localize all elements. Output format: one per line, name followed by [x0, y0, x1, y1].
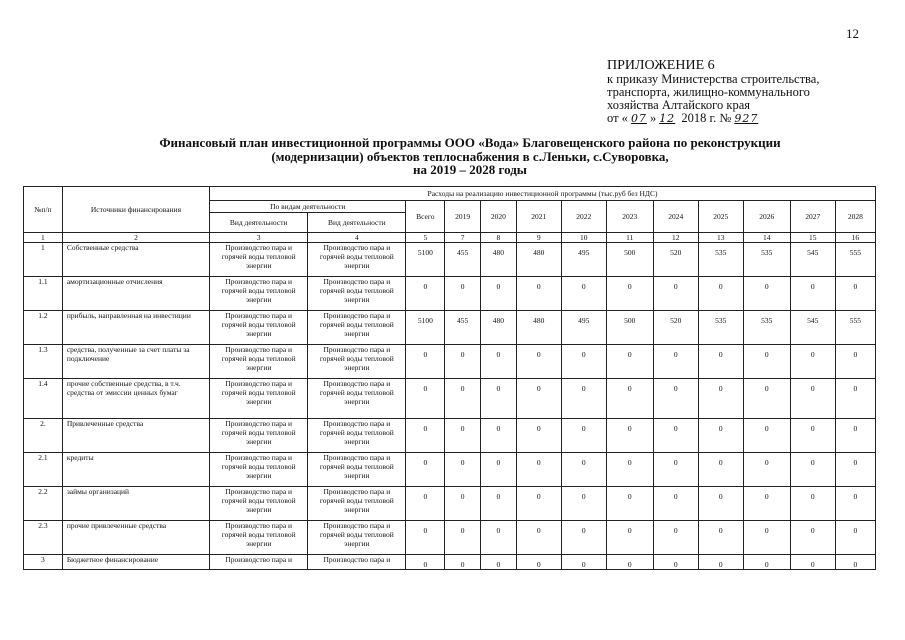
header-activity-1: Вид деятельности	[210, 213, 308, 233]
year-value-cell: 0	[445, 345, 481, 379]
year-value-cell: 0	[606, 419, 653, 453]
year-value-cell: 0	[561, 487, 606, 521]
column-number-cell: 3	[210, 233, 308, 243]
year-value-cell: 0	[516, 379, 561, 419]
year-value-cell: 0	[516, 453, 561, 487]
year-value-cell: 555	[835, 311, 875, 345]
year-value-cell: 0	[743, 345, 790, 379]
total-cell: 0	[406, 521, 445, 555]
header-by-activity: По видам деятельности	[210, 201, 406, 213]
row-number-cell: 1.3	[24, 345, 63, 379]
title-line-2: (модернизации) объектов теплоснабжения в с.Леньки, с.Суворовка,	[271, 148, 669, 164]
row-number-cell: 2.1	[24, 453, 63, 487]
handwritten-order-number: 927	[734, 112, 759, 125]
year-part: 2018 г. №	[681, 111, 732, 125]
year-value-cell: 0	[481, 345, 517, 379]
year-value-cell: 480	[516, 243, 561, 277]
year-value-cell: 500	[606, 311, 653, 345]
appendix-line-3: хозяйства Алтайского края	[607, 98, 750, 112]
year-value-cell: 0	[516, 521, 561, 555]
year-value-cell: 0	[516, 345, 561, 379]
appendix-line-2: транспорта, жилищно-коммунального	[607, 85, 810, 99]
year-value-cell: 0	[516, 277, 561, 311]
column-number-cell: 1	[24, 233, 63, 243]
header-source: Источники финансирования	[62, 187, 209, 233]
activity-cell: Производство пара и горячей воды тепловой энергии	[210, 277, 308, 311]
year-value-cell: 0	[790, 487, 835, 521]
header-year: 2024	[653, 201, 698, 233]
column-number-cell: 8	[481, 233, 517, 243]
document-title	[110, 136, 830, 177]
activity-cell: Производство пара и горячей воды тепловой энергии	[308, 521, 406, 555]
year-value-cell: 0	[445, 419, 481, 453]
year-value-cell: 0	[835, 521, 875, 555]
year-value-cell: 0	[606, 379, 653, 419]
header-activity-2: Вид деятельности	[308, 213, 406, 233]
year-value-cell: 0	[561, 521, 606, 555]
activity-cell: Производство пара и горячей воды тепловой энергии	[210, 487, 308, 521]
year-value-cell: 0	[653, 453, 698, 487]
year-value-cell: 0	[445, 453, 481, 487]
activity-cell: Производство пара и горячей воды тепловой энергии	[308, 311, 406, 345]
year-value-cell: 0	[743, 419, 790, 453]
date-mid: »	[649, 111, 657, 125]
header-total: Всего	[406, 201, 445, 233]
total-cell: 0	[406, 487, 445, 521]
year-value-cell: 0	[790, 555, 835, 570]
activity-cell: Производство пара и горячей воды тепловой энергии	[308, 345, 406, 379]
year-value-cell: 0	[835, 555, 875, 570]
table-row	[24, 487, 876, 521]
source-name-cell: Привлеченные средства	[62, 419, 209, 453]
column-number-cell: 2	[62, 233, 209, 243]
year-value-cell: 455	[445, 243, 481, 277]
year-value-cell: 0	[561, 277, 606, 311]
year-value-cell: 0	[481, 277, 517, 311]
year-value-cell: 0	[698, 345, 743, 379]
activity-cell: Производство пара и горячей воды тепловой энергии	[210, 379, 308, 419]
year-value-cell: 0	[835, 277, 875, 311]
year-value-cell: 0	[698, 487, 743, 521]
year-value-cell: 0	[743, 521, 790, 555]
activity-cell: Производство пара и	[308, 555, 406, 570]
activity-cell: Производство пара и горячей воды тепловой энергии	[210, 453, 308, 487]
year-value-cell: 0	[516, 487, 561, 521]
year-value-cell: 0	[653, 487, 698, 521]
activity-cell: Производство пара и горячей воды тепловой энергии	[308, 379, 406, 419]
year-value-cell: 455	[445, 311, 481, 345]
column-number-cell: 10	[561, 233, 606, 243]
activity-cell: Производство пара и горячей воды тепловой энергии	[308, 453, 406, 487]
header-year: 2019	[445, 201, 481, 233]
activity-cell: Производство пара и горячей воды тепловой энергии	[210, 243, 308, 277]
year-value-cell: 0	[481, 487, 517, 521]
date-prefix: от «	[607, 111, 628, 125]
column-number-cell: 12	[653, 233, 698, 243]
table-row	[24, 555, 876, 570]
year-value-cell: 0	[743, 453, 790, 487]
header-num: №п/п	[24, 187, 63, 233]
year-value-cell: 0	[606, 277, 653, 311]
year-value-cell: 0	[743, 277, 790, 311]
year-value-cell: 0	[653, 555, 698, 570]
year-value-cell: 0	[561, 419, 606, 453]
total-cell: 0	[406, 345, 445, 379]
column-number-cell: 16	[835, 233, 875, 243]
row-number-cell: 1.2	[24, 311, 63, 345]
source-name-cell: займы организаций	[62, 487, 209, 521]
activity-cell: Производство пара и горячей воды тепловой энергии	[308, 419, 406, 453]
activity-cell: Производство пара и горячей воды тепловой энергии	[210, 311, 308, 345]
year-value-cell: 0	[790, 453, 835, 487]
year-value-cell: 0	[516, 555, 561, 570]
header-year: 2025	[698, 201, 743, 233]
column-number-cell: 5	[406, 233, 445, 243]
year-value-cell: 0	[698, 419, 743, 453]
row-number-cell: 3	[24, 555, 63, 570]
column-number-cell: 4	[308, 233, 406, 243]
activity-cell: Производство пара и горячей воды тепловой энергии	[210, 419, 308, 453]
year-value-cell: 0	[481, 453, 517, 487]
total-cell: 0	[406, 379, 445, 419]
year-value-cell: 0	[743, 379, 790, 419]
table-row	[24, 243, 876, 277]
year-value-cell: 480	[481, 311, 517, 345]
source-name-cell: амортизационные отчисления	[62, 277, 209, 311]
source-name-cell: кредиты	[62, 453, 209, 487]
table-row	[24, 521, 876, 555]
year-value-cell: 0	[606, 521, 653, 555]
appendix-title: ПРИЛОЖЕНИЕ 6	[607, 58, 715, 73]
total-cell: 0	[406, 419, 445, 453]
activity-cell: Производство пара и горячей воды тепловой энергии	[210, 521, 308, 555]
year-value-cell: 0	[561, 379, 606, 419]
row-number-cell: 1.1	[24, 277, 63, 311]
table-row	[24, 345, 876, 379]
column-number-cell: 15	[790, 233, 835, 243]
handwritten-month: 12	[659, 112, 676, 125]
year-value-cell: 0	[743, 487, 790, 521]
column-number-row	[24, 233, 876, 243]
title-line-3: на 2019 – 2028 годы	[413, 162, 527, 177]
activity-cell: Производство пара и горячей воды тепловой энергии	[308, 243, 406, 277]
row-number-cell: 1	[24, 243, 63, 277]
year-value-cell: 0	[835, 345, 875, 379]
year-value-cell: 545	[790, 243, 835, 277]
year-value-cell: 0	[445, 487, 481, 521]
header-expenses: Расходы на реализацию инвестиционной программы (тыс.руб без НДС)	[210, 187, 876, 201]
header-year: 2026	[743, 201, 790, 233]
year-value-cell: 0	[698, 555, 743, 570]
row-number-cell: 2.3	[24, 521, 63, 555]
table-row	[24, 419, 876, 453]
year-value-cell: 0	[698, 453, 743, 487]
year-value-cell: 0	[653, 379, 698, 419]
source-name-cell: Собственные средства	[62, 243, 209, 277]
row-number-cell: 2.	[24, 419, 63, 453]
year-value-cell: 0	[790, 379, 835, 419]
table-body	[24, 233, 876, 570]
year-value-cell: 0	[606, 453, 653, 487]
handwritten-day: 07	[630, 112, 647, 125]
year-value-cell: 480	[481, 243, 517, 277]
year-value-cell: 520	[653, 311, 698, 345]
year-value-cell: 0	[516, 419, 561, 453]
year-value-cell: 0	[481, 521, 517, 555]
year-value-cell: 0	[481, 419, 517, 453]
year-value-cell: 0	[790, 345, 835, 379]
year-value-cell: 545	[790, 311, 835, 345]
year-value-cell: 535	[698, 243, 743, 277]
year-value-cell: 0	[561, 453, 606, 487]
year-value-cell: 535	[698, 311, 743, 345]
activity-cell: Производство пара и горячей воды тепловой энергии	[308, 487, 406, 521]
year-value-cell: 535	[743, 243, 790, 277]
year-value-cell: 0	[481, 555, 517, 570]
header-year: 2020	[481, 201, 517, 233]
column-number-cell: 14	[743, 233, 790, 243]
table-row	[24, 379, 876, 419]
source-name-cell: прочие собственные средства, в т.ч. средства от эмиссии ценных бумаг	[62, 379, 209, 419]
year-value-cell: 495	[561, 243, 606, 277]
year-value-cell: 0	[445, 555, 481, 570]
column-number-cell: 9	[516, 233, 561, 243]
year-value-cell: 0	[445, 379, 481, 419]
year-value-cell: 0	[835, 419, 875, 453]
activity-cell: Производство пара и	[210, 555, 308, 570]
column-number-cell: 13	[698, 233, 743, 243]
column-number-cell: 11	[606, 233, 653, 243]
year-value-cell: 0	[606, 555, 653, 570]
year-value-cell: 0	[743, 555, 790, 570]
year-value-cell: 0	[790, 521, 835, 555]
row-number-cell: 1.4	[24, 379, 63, 419]
year-value-cell: 0	[481, 379, 517, 419]
total-cell: 0	[406, 277, 445, 311]
year-value-cell: 480	[516, 311, 561, 345]
total-cell: 5100	[406, 243, 445, 277]
year-value-cell: 500	[606, 243, 653, 277]
year-value-cell: 0	[606, 487, 653, 521]
year-value-cell: 0	[698, 379, 743, 419]
year-value-cell: 0	[835, 487, 875, 521]
year-value-cell: 0	[606, 345, 653, 379]
table-row	[24, 453, 876, 487]
appendix-block	[607, 58, 877, 125]
year-value-cell: 495	[561, 311, 606, 345]
appendix-date-line	[607, 112, 877, 125]
row-number-cell: 2.2	[24, 487, 63, 521]
year-value-cell: 520	[653, 243, 698, 277]
header-year: 2021	[516, 201, 561, 233]
year-value-cell: 0	[653, 277, 698, 311]
year-value-cell: 0	[561, 555, 606, 570]
year-value-cell: 0	[835, 453, 875, 487]
header-year: 2027	[790, 201, 835, 233]
year-value-cell: 555	[835, 243, 875, 277]
year-value-cell: 0	[653, 521, 698, 555]
source-name-cell: Бюджетное финансирование	[62, 555, 209, 570]
year-value-cell: 0	[653, 419, 698, 453]
total-cell: 0	[406, 453, 445, 487]
total-cell: 5100	[406, 311, 445, 345]
financial-plan-table	[23, 186, 876, 570]
year-value-cell: 0	[698, 521, 743, 555]
year-value-cell: 535	[743, 311, 790, 345]
header-year: 2022	[561, 201, 606, 233]
total-cell: 0	[406, 555, 445, 570]
source-name-cell: прочие привлеченные средства	[62, 521, 209, 555]
year-value-cell: 0	[445, 277, 481, 311]
year-value-cell: 0	[653, 345, 698, 379]
year-value-cell: 0	[561, 345, 606, 379]
source-name-cell: средства, полученные за счет платы за подключение	[62, 345, 209, 379]
column-number-cell: 7	[445, 233, 481, 243]
table-row	[24, 277, 876, 311]
table-row	[24, 311, 876, 345]
appendix-line-1: к приказу Министерства строительства,	[607, 72, 820, 86]
header-year: 2028	[835, 201, 875, 233]
year-value-cell: 0	[698, 277, 743, 311]
year-value-cell: 0	[790, 419, 835, 453]
activity-cell: Производство пара и горячей воды тепловой энергии	[210, 345, 308, 379]
page-number: 12	[846, 26, 859, 41]
year-value-cell: 0	[790, 277, 835, 311]
activity-cell: Производство пара и горячей воды тепловой энергии	[308, 277, 406, 311]
title-line-1: Финансовый план инвестиционной программы ООО «Вода» Благовещенского района по реконструкции	[159, 135, 781, 150]
header-year: 2023	[606, 201, 653, 233]
source-name-cell: прибыль, направленная на инвестиции	[62, 311, 209, 345]
year-value-cell: 0	[835, 379, 875, 419]
year-value-cell: 0	[445, 521, 481, 555]
